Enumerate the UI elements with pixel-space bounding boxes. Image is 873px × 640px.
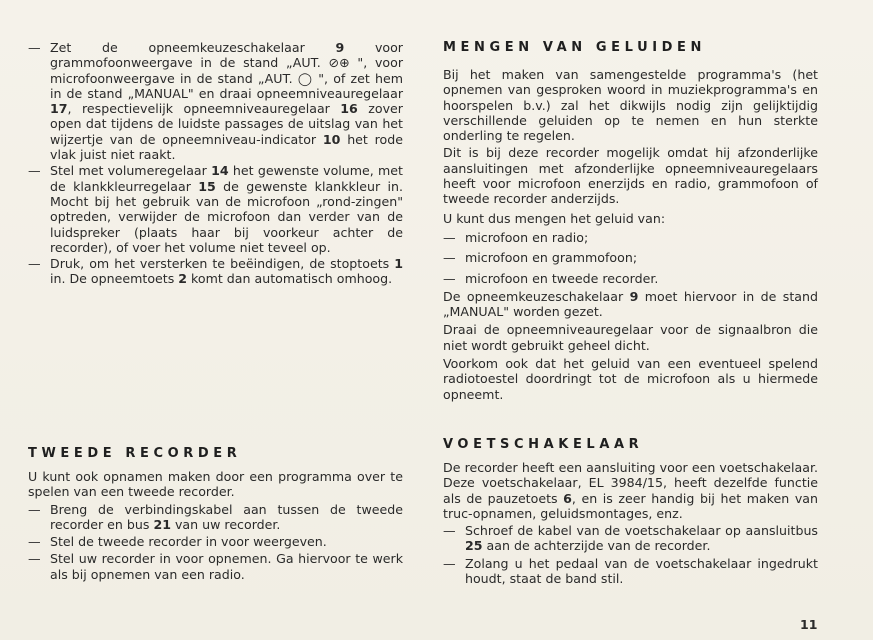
- dash-mark: —: [28, 163, 41, 179]
- dash-mark: —: [443, 229, 456, 245]
- dash-mark: —: [443, 250, 456, 266]
- reference-number: 21: [153, 516, 171, 532]
- bullet-item: — Stel uw recorder in voor opnemen. Ga hiervoor te werk als bij opnemen van een radio.: [28, 551, 403, 582]
- reference-number: 2: [178, 271, 188, 287]
- voetschakelaar-body: [443, 460, 818, 586]
- paragraph: Draai de opneemniveauregelaar voor de signaalbron die niet wordt gebruikt geheel dicht.: [443, 322, 818, 353]
- bullet-item: — Stel de tweede recorder in voor weergeven.: [28, 534, 327, 550]
- reference-number: 17: [50, 101, 68, 117]
- list-item-text: microfoon en grammofoon;: [465, 250, 638, 266]
- dash-mark: —: [28, 534, 41, 550]
- reference-number: 10: [322, 131, 341, 147]
- dash-mark: —: [28, 40, 41, 55]
- mengen-body: [443, 67, 818, 402]
- paragraph: U kunt dus mengen het geluid van:: [443, 210, 666, 226]
- page-number: 11: [800, 617, 818, 632]
- paragraph: Bij het maken van samengestelde programma's (het opnemen van gesproken woord in muziekprogramma's en hoorspelen b.v.) zal het dikwijls nodig zijn gelijktijdig verschillende geluiden op te nemen en hun sterkte onderling te regelen.: [443, 67, 818, 144]
- reference-number: 1: [394, 256, 403, 272]
- bullet-item: — Breng de verbindingskabel aan tussen de tweede recorder en bus 21 van uw recorder.: [28, 501, 403, 532]
- bullet-item: — Druk, om het versterken te beëindigen, de stoptoets 1 in. De opneemtoets 2 komt dan automatisch omhoog.: [28, 256, 403, 287]
- section-heading-mengen: MENGEN VAN GELUIDEN: [443, 40, 707, 55]
- paragraph: Dit is bij deze recorder mogelijk omdat hij afzonderlijke aansluitingen met afzonderlijke opneemniveauregelaars heeft voor microfoon enerzijds en radio, grammofoon of tweede recorder anderzijds.: [443, 145, 818, 207]
- reference-number: 25: [465, 538, 483, 554]
- dash-mark: —: [28, 256, 41, 272]
- reference-number: 16: [340, 101, 358, 117]
- dash-mark: —: [443, 555, 456, 571]
- paragraph: De recorder heeft een aansluiting voor een voetschakelaar. Deze voetschakelaar, EL 3984/15, heeft dezelfde functie als de pauzetoets 6, en is zeer handig bij het maken van truc-opnamen, geluidsmontages, enz.: [443, 460, 818, 521]
- list-item: [443, 271, 818, 286]
- list-item: [443, 250, 818, 265]
- list-item-text: microfoon en tweede recorder.: [465, 270, 659, 286]
- reference-number: 14: [211, 163, 229, 179]
- dash-mark: —: [28, 551, 41, 567]
- reference-number: 6: [563, 490, 572, 506]
- dash-mark: —: [443, 523, 456, 539]
- dash-mark: —: [443, 270, 456, 286]
- bullet-item: — Zet de opneemkeuzeschakelaar 9 voor grammofoonweergave in de stand „AUT. ⊘⊕ ", voor microfoonweergave in de stand „AUT. ◯ ", of zet hem in de stand „MANUAL" en draai opneemniveauregelaar 17, respectievelijk opneemniveauregelaar 16 zover open dat tijdens de luidste passages de uitslag van het wijzertje van de opneemniveau-indicator 10 het rode vlak juist niet raakt.: [28, 40, 403, 163]
- reference-number: 15: [198, 178, 216, 194]
- list-item: [443, 230, 818, 245]
- bullet-item: — Zolang u het pedaal van de voetschakelaar ingedrukt houdt, staat de band stil.: [443, 555, 818, 587]
- reference-number: 9: [335, 40, 345, 55]
- paragraph: De opneemkeuzeschakelaar 9 moet hiervoor in de stand „MANUAL" worden gezet.: [443, 288, 819, 320]
- reference-number: 9: [629, 288, 639, 304]
- bullet-item: — Schroef de kabel van de voetschakelaar op aansluitbus 25 aan de achterzijde van de recorder.: [443, 523, 818, 554]
- paragraph: U kunt ook opnamen maken door een programma over te spelen van een tweede recorder.: [28, 469, 403, 500]
- dash-mark: —: [28, 501, 41, 517]
- paragraph: Voorkom ook dat het geluid van een eventueel spelend radiotoestel doordringt tot de microfoon als u hiermede opneemt.: [443, 356, 818, 402]
- section-heading-voetschakelaar: VOETSCHAKELAAR: [443, 437, 644, 452]
- bullets-top: [28, 40, 403, 287]
- tweede-recorder-body: [28, 469, 403, 582]
- list-item-text: microfoon en radio;: [465, 229, 589, 245]
- bullet-item: — Stel met volumeregelaar 14 het gewenste volume, met de klankkleurregelaar 15 de gewenste klankkleur in. Mocht bij het gebruik van de microfoon „rond-zingen" optreden, verwijder de microfoon dan verder van de luidspreker (plaats haar bij voorkeur achter de recorder), of voer het volume niet teveel op.: [28, 163, 403, 255]
- section-heading-tweede-recorder: TWEEDE RECORDER: [28, 446, 242, 461]
